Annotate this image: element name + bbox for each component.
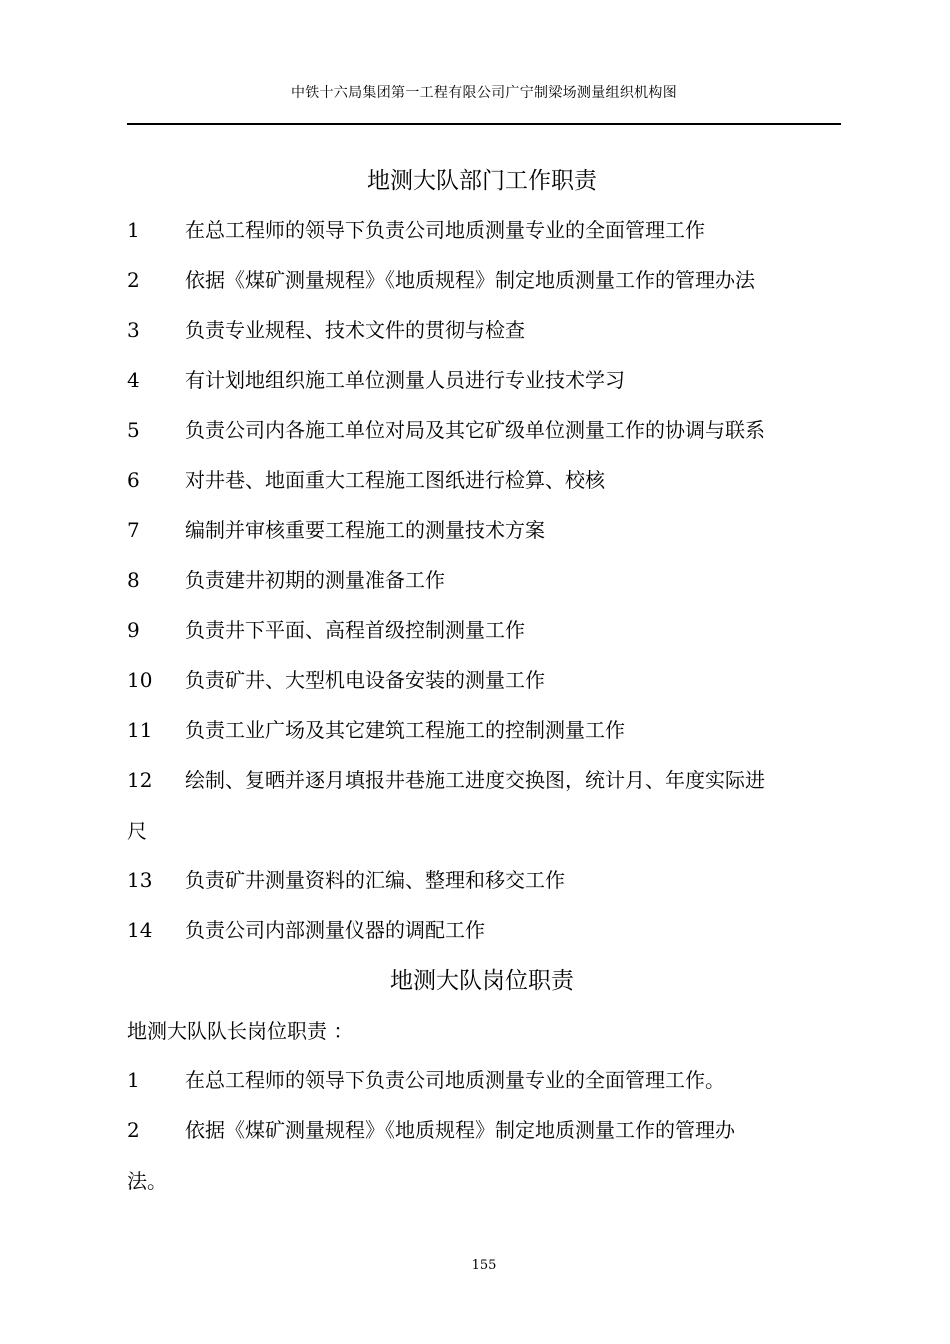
list-item-text: 负责工业广场及其它建筑工程施工的控制测量工作 — [185, 718, 625, 742]
list-item-number: 11 — [127, 718, 153, 742]
list-item-continuation: 法。 — [127, 1169, 167, 1193]
list-item-text: 在总工程师的领导下负责公司地质测量专业的全面管理工作。 — [185, 1068, 725, 1092]
captain-duties-list — [127, 1058, 837, 1208]
list-item-number: 9 — [127, 618, 140, 642]
list-item-number: 8 — [127, 568, 140, 592]
list-item — [127, 308, 837, 358]
page-number: 155 — [471, 1258, 497, 1273]
list-item-number: 6 — [127, 468, 140, 492]
list-item-text: 负责公司内各施工单位对局及其它矿级单位测量工作的协调与联系 — [185, 418, 765, 442]
list-item-number: 4 — [127, 368, 140, 392]
list-item-text: 在总工程师的领导下负责公司地质测量专业的全面管理工作 — [185, 218, 705, 242]
list-item-text: 负责建井初期的测量准备工作 — [185, 568, 445, 592]
list-item — [127, 358, 837, 408]
content — [127, 158, 837, 1208]
list-item — [127, 208, 837, 258]
running-header: 中铁十六局集团第一工程有限公司广宁制梁场测量组织机构图 — [290, 85, 678, 101]
list-item-number: 1 — [127, 218, 140, 242]
list-item-number: 1 — [127, 1068, 140, 1092]
list-item — [127, 708, 837, 758]
list-item-continuation: 尺 — [127, 819, 147, 843]
list-item-number: 2 — [127, 1118, 140, 1142]
list-item-number: 3 — [127, 318, 140, 342]
list-item — [127, 908, 837, 958]
list-item — [127, 858, 837, 908]
list-item-number: 14 — [127, 918, 153, 942]
list-item-number: 5 — [127, 418, 140, 442]
list-item — [127, 608, 837, 658]
header-rule — [127, 123, 841, 125]
list-item-text: 负责专业规程、技术文件的贯彻与检查 — [185, 318, 525, 342]
section-heading-position-duties: 地测大队岗位职责 — [390, 968, 574, 994]
list-item — [127, 758, 837, 808]
list-item — [127, 258, 837, 308]
list-item-number: 7 — [127, 518, 140, 542]
captain-duties-subheading: 地测大队队长岗位职责 ： — [127, 1019, 354, 1043]
list-item — [127, 458, 837, 508]
list-item-text: 负责公司内部测量仪器的调配工作 — [185, 918, 485, 942]
list-item-number: 10 — [127, 668, 153, 692]
list-item-text: 负责矿井测量资料的汇编、整理和移交工作 — [185, 868, 565, 892]
list-item — [127, 658, 837, 708]
list-item — [127, 1108, 837, 1158]
list-item — [127, 408, 837, 458]
list-item-text: 依据《煤矿测量规程》《地质规程》制定地质测量工作的管理办法 — [185, 268, 755, 292]
list-item-text: 对井巷、地面重大工程施工图纸进行检算、校核 — [185, 468, 605, 492]
list-item-number: 13 — [127, 868, 153, 892]
list-item-text: 有计划地组织施工单位测量人员进行专业技术学习 — [185, 368, 625, 392]
section-heading-department-duties: 地测大队部门工作职责 — [367, 168, 597, 194]
department-duties-list — [127, 208, 837, 958]
list-item — [127, 1058, 837, 1108]
list-item-text: 依据《煤矿测量规程》《地质规程》制定地质测量工作的管理办 — [185, 1118, 735, 1142]
list-item-text: 编制并审核重要工程施工的测量技术方案 — [185, 518, 545, 542]
list-item — [127, 558, 837, 608]
list-item-text: 负责井下平面、高程首级控制测量工作 — [185, 618, 525, 642]
list-item-text: 负责矿井、大型机电设备安装的测量工作 — [185, 668, 545, 692]
list-item-text: 绘制、复晒并逐月填报井巷施工进度交换图，统计月、年度实际进 — [185, 768, 765, 792]
list-item-number: 12 — [127, 768, 153, 792]
list-item-number: 2 — [127, 268, 140, 292]
list-item — [127, 508, 837, 558]
